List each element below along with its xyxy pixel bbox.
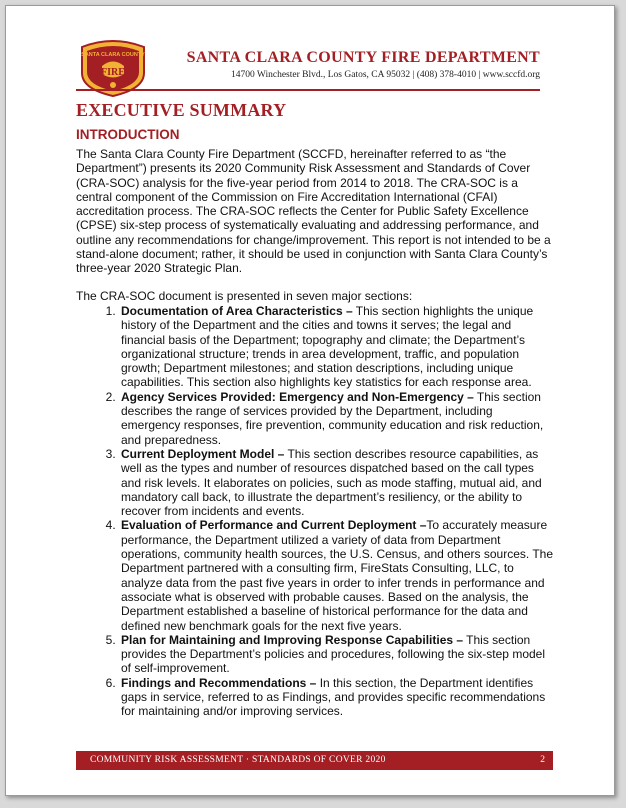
footer-title: COMMUNITY RISK ASSESSMENT · STANDARDS OF COVER 2020 (90, 755, 386, 765)
logo-text-top: SANTA CLARA COUNTY (81, 52, 145, 58)
page-heading: EXECUTIVE SUMMARY (76, 100, 287, 120)
document-page (5, 5, 615, 796)
list-item (119, 518, 554, 632)
list-item (119, 390, 554, 447)
document-body (76, 147, 554, 719)
list-item-text: This section highlights the unique history of the Department and the cities and towns it serves; the legal and financial basis of the Department; topography and climate; the Department’s organizational structure; trends in area development, traffic, and population growth; Department milestones; and station descriptions, including unique capabilities. This section also highlights key statistics for each response area. (121, 303, 534, 390)
list-item-title: Current Deployment Model – (121, 446, 285, 461)
section-title: INTRODUCTION (76, 127, 180, 142)
list-item-text: This section describes resource capabilities, as well as the types and number of resources dispatched based on the call types and risk levels. It elaborates on policies, such as mode staffing, mutual aid, and mandatory call back, to illustrate the department’s resiliency, or the ability to recover from incidents and events. (121, 446, 542, 519)
department-name: SANTA CLARA COUNTY FIRE DEPARTMENT (186, 49, 540, 66)
list-item-title: Agency Services Provided: Emergency and Non-Emergency – (121, 389, 474, 404)
list-item-text: This section provides the Department’s policies and procedures, following the six-step model of self-improvement. (121, 632, 546, 676)
list-item-text: This section describes the range of services provided by the Department, including emergency responses, fire prevention, community education and risk reduction, and preparedness. (121, 389, 544, 447)
list-item (119, 447, 554, 518)
department-address: 14700 Winchester Blvd., Los Gatos, CA 95032 | (408) 378-4010 | www.sccfd.org (230, 70, 540, 80)
list-item-title: Plan for Maintaining and Improving Response Capabilities – (121, 632, 464, 647)
list-item-title: Documentation of Area Characteristics – (121, 303, 353, 318)
list-item-title: Findings and Recommendations – (121, 675, 317, 690)
list-item-title: Evaluation of Performance and Current Deployment – (121, 518, 427, 533)
sections-list (76, 304, 554, 719)
page-number: 2 (540, 755, 545, 765)
header-divider (76, 89, 540, 91)
logo-text-center: FIRE (101, 67, 125, 78)
list-item (119, 676, 554, 719)
footer-bar (76, 751, 553, 770)
list-item-text: To accurately measure performance, the Department utilized a variety of data from Department operations, community health sources, the U.S. Census, and others sources. The Department partnered with a consulting firm, FireStats Consulting, LLC, to analyze data from the past five years in order to infer trends in performance and associate what is observed with probable causes. Based on the analysis, the Department established a baseline of historical performance for the data and defined new benchmark goals for the next five years. (121, 518, 553, 633)
list-item-text: In this section, the Department identifies gaps in service, referred to as Findings, and provides specific recommendations for maintaining and/or improving services. (121, 675, 546, 719)
list-intro: The CRA-SOC document is presented in seven major sections: (76, 288, 413, 303)
intro-paragraph: The Santa Clara County Fire Department (SCCFD, hereinafter referred to as “the Department”) presents its 2020 Community Risk Assessment and Standards of Cover (CRA-SOC) analysis for the five-year period from 2014 to 2018. The CRA-SOC is a central component of the Commission on Fire Accreditation International (CFAI) accreditation process. The CRA-SOC reflects the Center for Public Safety Excellence (CPSE) six-step process of systematically evaluating and addressing performance, and outline any recommendations for change/improvement. This report is not intended to be a stand-alone document; rather, it should be used in conjunction with Santa Clara County’s three-year 2020 Strategic Plan. (76, 147, 551, 276)
list-item (119, 304, 554, 390)
list-item (119, 633, 554, 676)
